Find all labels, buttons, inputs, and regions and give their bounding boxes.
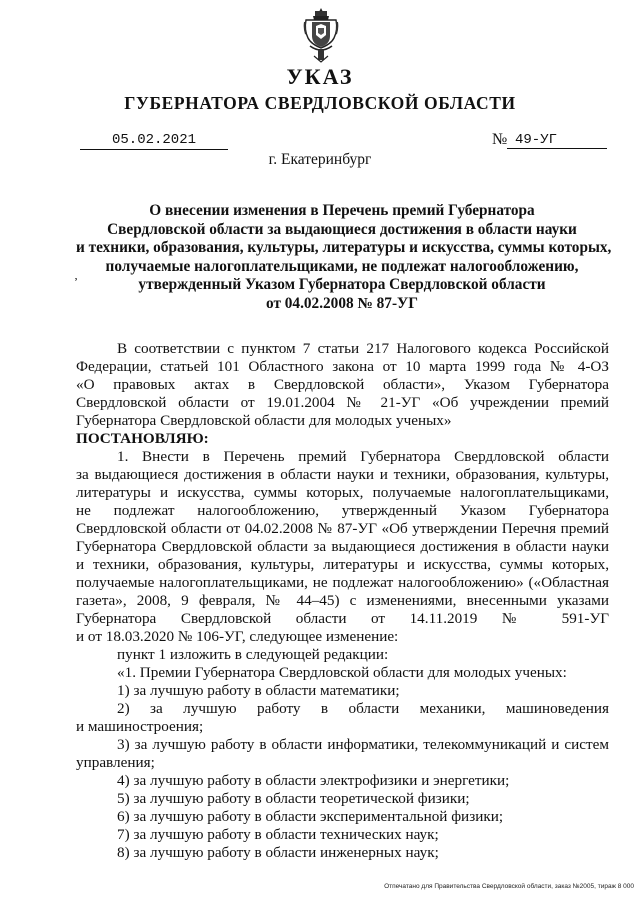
body-line: пункт 1 изложить в следующей редакции: [117, 646, 389, 663]
list-item: 1) за лучшую работу в области математики; [117, 682, 400, 699]
heading-line: утвержденный Указом Губернатора Свердловской области [138, 276, 546, 293]
body-line: и техники, образования, культуры, литературы и искусства, суммы которых, [76, 556, 609, 573]
document-number: 49-УГ [507, 132, 607, 149]
body-line: «1. Премии Губернатора Свердловской области для молодых ученых: [117, 664, 567, 681]
body-line: получаемые налогоплательщиками, не подлежат налогообложению» («Областная [76, 574, 609, 591]
print-footer: Отпечатано для Правительства Свердловской области, заказ №2005, тираж 8 000 [384, 883, 634, 890]
body-line: Свердловской области от 04.02.2008 № 87-УГ «Об утверждении Перечня премий [76, 520, 609, 537]
list-item: 5) за лучшую работу в области теоретической физики; [117, 790, 470, 807]
body-line: Свердловской области от 19.01.2004 № 21-УГ «Об учреждении премий [76, 394, 609, 411]
body-line: Федерации, статьей 101 Областного закона от 10 марта 1999 года № 4-ОЗ [76, 358, 609, 375]
decree-word: ПОСТАНОВЛЯЮ: [76, 430, 209, 447]
body-line: не подлежат налогообложению, утвержденный Указом Губернатора [76, 502, 609, 519]
body-line: 1. Внести в Перечень премий Губернатора Свердловской области [117, 448, 609, 465]
list-item: 2) за лучшую работу в области механики, машиноведения [117, 700, 609, 717]
heading-line: и техники, образования, культуры, литературы и искусства, суммы которых, [76, 239, 612, 256]
heading-line: Свердловской области за выдающиеся достижения в области науки [107, 220, 577, 238]
list-item: 8) за лучшую работу в области инженерных наук; [117, 844, 439, 861]
list-item-continuation: управления; [76, 754, 155, 771]
body-line: Губернатора Свердловской области для молодых ученых» [76, 412, 452, 429]
body-line: литературы и искусства, суммы которых, получаемые налогоплательщиками, [76, 484, 609, 501]
heading-line: от 04.02.2008 № 87-УГ [266, 294, 418, 312]
list-item: 6) за лучшую работу в области экспериментальной физики; [117, 808, 504, 825]
body-line: и от 18.03.2020 № 106-УГ, следующее изменение: [76, 628, 399, 645]
heading-line: получаемые налогоплательщиками, не подлежат налогообложению, [105, 257, 579, 275]
issuer-title: ГУБЕРНАТОРА СВЕРДЛОВСКОЙ ОБЛАСТИ [124, 93, 516, 113]
body-line: В соответствии с пунктом 7 статьи 217 Налогового кодекса Российской [117, 340, 609, 357]
body-line: Губернатора Свердловской области от 14.11.2019 № 591-УГ [76, 610, 609, 627]
list-item-continuation: и машиностроения; [76, 718, 204, 735]
body-line: Губернатора Свердловской области за выдающиеся достижения в области науки [76, 538, 609, 555]
margin-mark: ‚ [74, 268, 78, 282]
document-date: 05.02.2021 [80, 132, 228, 150]
body-line: газета», 2008, 9 февраля, № 44–45) с изменениями, внесенными указами [76, 592, 609, 609]
list-item: 4) за лучшую работу в области электрофизики и энергетики; [117, 772, 510, 789]
heading-line: О внесении изменения в Перечень премий Губернатора [149, 202, 535, 219]
number-label: № [492, 131, 508, 148]
coat-of-arms-emblem [303, 6, 339, 64]
document-heading [76, 202, 612, 313]
body-line: «О правовых актах в Свердловской области», Указом Губернатора [76, 376, 609, 393]
list-item: 7) за лучшую работу в области технических наук; [117, 826, 439, 843]
city: г. Екатеринбург [268, 151, 372, 168]
body-line: за выдающиеся достижения в области науки и техники, образования, культуры, [76, 466, 609, 483]
list-item: 3) за лучшую работу в области информатики, телекоммуникаций и систем [117, 736, 609, 753]
document-type-title: УКАЗ [286, 64, 354, 89]
